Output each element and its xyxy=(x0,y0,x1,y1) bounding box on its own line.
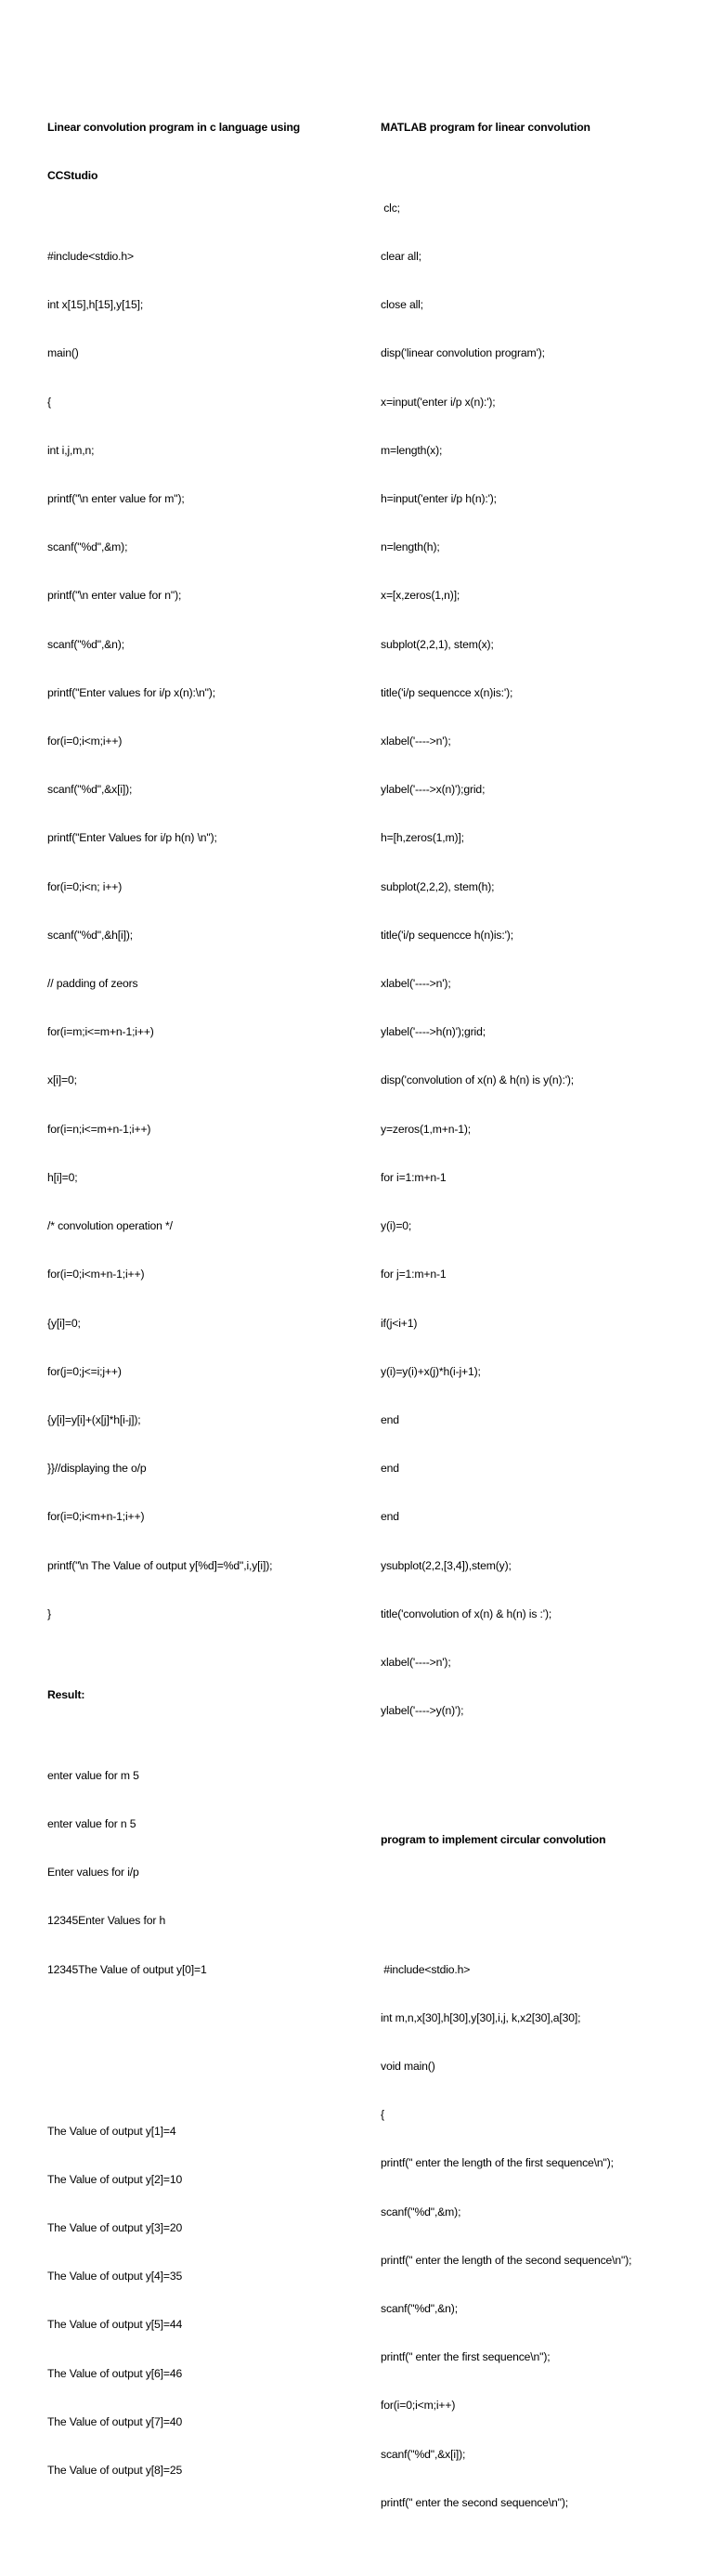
code-line: main() xyxy=(47,346,79,360)
code-line: printf("\n enter value for m"); xyxy=(47,492,185,506)
code-line: ylabel('---->x(n)');grid; xyxy=(381,783,486,797)
code-line: // padding of zeors xyxy=(47,977,138,991)
code-line: scanf("%d",&n); xyxy=(47,637,124,651)
code-line: scanf("%d",&n); xyxy=(381,2301,458,2315)
code-line: void main() xyxy=(381,2059,435,2073)
output-line: The Value of output y[3]=20 xyxy=(47,2221,183,2234)
code-line: { xyxy=(47,395,51,409)
code-line: int m,n,x[30],h[30],y[30],i,j, k,x2[30],a[30]; xyxy=(381,2010,581,2024)
output-line: The Value of output y[5]=44 xyxy=(47,2318,183,2332)
code-line: for(i=0;i<m;i++) xyxy=(47,735,123,748)
output-line: The Value of output y[8]=25 xyxy=(47,2464,183,2478)
code-line: int x[15],h[15],y[15]; xyxy=(47,298,144,312)
code-line: end xyxy=(381,1510,399,1524)
code-line: clear all; xyxy=(381,250,421,264)
code-line: for(j=0;j<=i;j++) xyxy=(47,1364,122,1378)
code-line: printf(" enter the first sequence\n"); xyxy=(381,2350,551,2364)
code-line: y=zeros(1,m+n-1); xyxy=(381,1122,472,1136)
code-line: for i=1:m+n-1 xyxy=(381,1170,447,1184)
output-block xyxy=(47,2091,344,2511)
code-line: printf("\n enter value for n"); xyxy=(47,589,182,603)
code-line: xlabel('---->n'); xyxy=(381,977,451,991)
code-line: ylabel('---->y(n)'); xyxy=(381,1704,464,1718)
code-line: n=length(h); xyxy=(381,540,440,554)
code-line: for(i=0;i<m+n-1;i++) xyxy=(47,1268,145,1281)
circular-code xyxy=(381,1930,696,2543)
output-line: The Value of output y[1]=4 xyxy=(47,2124,176,2138)
blank-line xyxy=(381,1784,696,1800)
code-line: disp('linear convolution program'); xyxy=(381,346,545,360)
result-line: 12345Enter Values for h xyxy=(47,1914,166,1928)
matlab-column xyxy=(381,87,696,2576)
code-line: printf("\n The Value of output y[%d]=%d",i,y[i]); xyxy=(47,1558,273,1572)
code-line: x=[x,zeros(1,n)]; xyxy=(381,589,460,603)
code-line: printf(" enter the length of the first sequence\n"); xyxy=(381,2156,614,2170)
matlab-title: MATLAB program for linear convolution xyxy=(381,120,590,134)
code-line: ysubplot(2,2,[3,4]),stem(y); xyxy=(381,1558,512,1572)
code-line: } xyxy=(47,1607,51,1620)
result-line: enter value for m 5 xyxy=(47,1768,139,1782)
circular-convolution-title: program to implement circular convolution xyxy=(381,1833,606,1847)
code-line: scanf("%d",&x[i]); xyxy=(381,2447,466,2461)
code-line: for(i=0;i<n; i++) xyxy=(47,879,123,893)
c-program-title-line2: CCStudio xyxy=(47,169,98,183)
code-line: {y[i]=y[i]+(x[j]*h[i-j]); xyxy=(47,1412,141,1426)
code-line: close all; xyxy=(381,298,423,312)
code-line: for(i=n;i<=m+n-1;i++) xyxy=(47,1122,151,1136)
code-line: for(i=m;i<=m+n-1;i++) xyxy=(47,1025,154,1039)
code-line: ylabel('---->h(n)');grid; xyxy=(381,1025,486,1039)
code-line: h=[h,zeros(1,m)]; xyxy=(381,831,464,845)
c-program-column xyxy=(47,87,344,2543)
matlab-code xyxy=(381,168,696,1751)
blank-line xyxy=(47,2043,344,2059)
code-line: { xyxy=(381,2108,384,2122)
code-line: disp('convolution of x(n) & h(n) is y(n):'); xyxy=(381,1073,575,1087)
code-line: title('i/p sequencce h(n)is:'); xyxy=(381,928,513,942)
code-line: for(i=0;i<m;i++) xyxy=(381,2399,456,2413)
result-line: Enter values for i/p xyxy=(47,1866,139,1880)
code-line: end xyxy=(381,1462,399,1476)
code-line: subplot(2,2,2), stem(h); xyxy=(381,879,495,893)
code-line: printf("Enter Values for i/p h(n) \n"); xyxy=(47,831,217,845)
code-line: x=input('enter i/p x(n):'); xyxy=(381,395,496,409)
code-line: }}//displaying the o/p xyxy=(47,1462,147,1476)
output-line: The Value of output y[6]=46 xyxy=(47,2366,183,2380)
code-line: printf(" enter the length of the second sequence\n"); xyxy=(381,2253,632,2267)
code-line: end xyxy=(381,1412,399,1426)
output-line: The Value of output y[4]=35 xyxy=(47,2270,183,2283)
code-line: h=input('enter i/p h(n):'); xyxy=(381,492,497,506)
result-line: 12345The Value of output y[0]=1 xyxy=(47,1962,207,1976)
code-line: x[i]=0; xyxy=(47,1073,77,1087)
code-line: #include<stdio.h> xyxy=(381,1962,471,1976)
code-line: scanf("%d",&h[i]); xyxy=(47,928,133,942)
c-program-title-line1: Linear convolution program in c language using xyxy=(47,120,301,134)
code-line: y(i)=y(i)+x(j)*h(i-j+1); xyxy=(381,1364,481,1378)
code-line: {y[i]=0; xyxy=(47,1316,81,1330)
result-block xyxy=(47,1736,344,2010)
code-line: #include<stdio.h> xyxy=(47,250,134,264)
code-line: xlabel('---->n'); xyxy=(381,1655,451,1669)
code-line: int i,j,m,n; xyxy=(47,443,95,457)
result-line: enter value for n 5 xyxy=(47,1816,136,1830)
code-line: printf("Enter values for i/p x(n):\n"); xyxy=(47,685,215,699)
code-line: scanf("%d",&x[i]); xyxy=(47,783,133,797)
code-line: title('i/p sequencce x(n)is:'); xyxy=(381,685,513,699)
output-line: The Value of output y[7]=40 xyxy=(47,2414,183,2428)
c-program-code xyxy=(47,216,344,1655)
blank-line xyxy=(381,1881,696,1897)
result-label: Result: xyxy=(47,1687,85,1701)
code-line: printf(" enter the second sequence\n"); xyxy=(381,2495,568,2509)
output-line: The Value of output y[2]=10 xyxy=(47,2172,183,2186)
code-line: for(i=0;i<m+n-1;i++) xyxy=(47,1510,145,1524)
code-line: scanf("%d",&m); xyxy=(47,540,128,554)
code-line: clc; xyxy=(381,201,400,215)
code-line: h[i]=0; xyxy=(47,1170,78,1184)
code-line: m=length(x); xyxy=(381,443,443,457)
code-line: subplot(2,2,1), stem(x); xyxy=(381,637,494,651)
code-line: if(j<i+1) xyxy=(381,1316,418,1330)
code-line: /* convolution operation */ xyxy=(47,1219,173,1233)
code-line: xlabel('---->n'); xyxy=(381,735,451,748)
code-line: scanf("%d",&m); xyxy=(381,2205,461,2218)
code-line: y(i)=0; xyxy=(381,1219,412,1233)
code-line: for j=1:m+n-1 xyxy=(381,1268,447,1281)
code-line: title('convolution of x(n) & h(n) is :'); xyxy=(381,1607,552,1620)
